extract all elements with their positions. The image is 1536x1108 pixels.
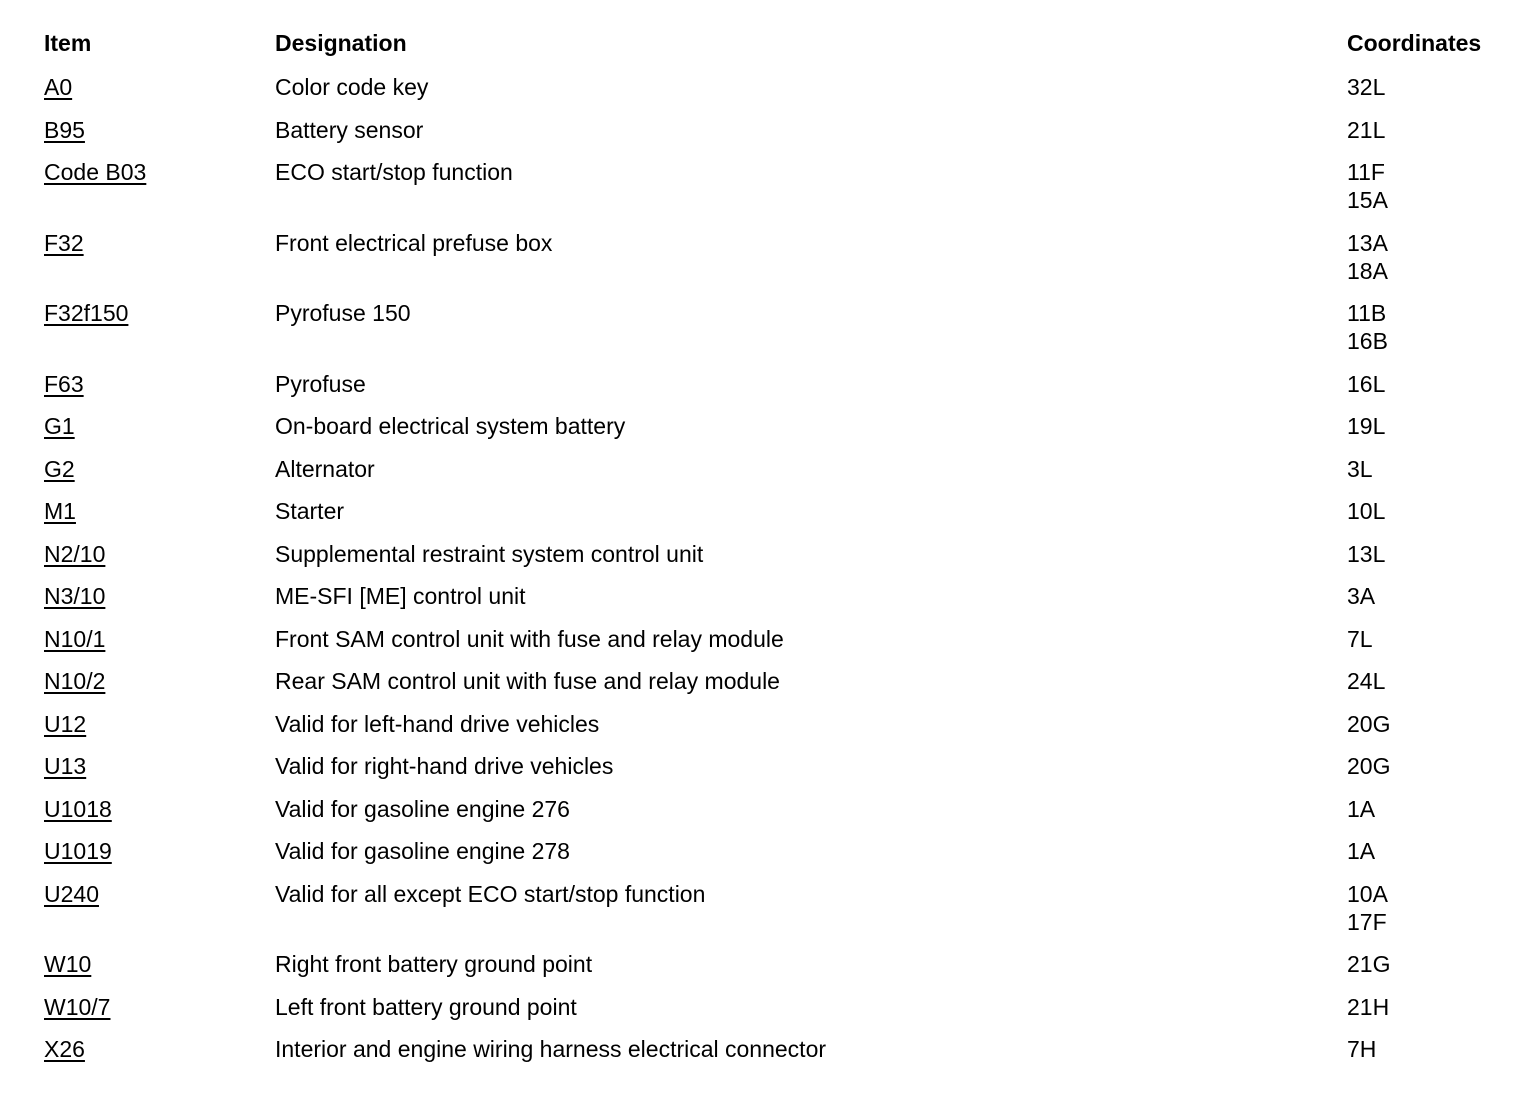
coordinates-cell [1347, 667, 1536, 695]
coordinates-cell [1347, 299, 1536, 355]
item-link[interactable]: B95 [44, 116, 85, 143]
designation-text: Pyrofuse 150 [275, 300, 411, 326]
designation-text: Valid for gasoline engine 278 [275, 838, 570, 864]
item-link[interactable]: N3/10 [44, 583, 106, 609]
coordinates-cell [1347, 795, 1536, 823]
item-link[interactable]: U240 [44, 880, 99, 907]
coordinate-value: 11F [1347, 159, 1385, 185]
table-row [0, 752, 1536, 795]
coordinate-value: 10L [1347, 498, 1386, 524]
designation-text: Front SAM control unit with fuse and relay module [275, 625, 784, 652]
item-link[interactable]: G1 [44, 413, 75, 439]
table-row [0, 837, 1536, 880]
table-row [0, 229, 1536, 300]
designation-text: ME-SFI [ME] control unit [275, 583, 526, 609]
designation-text: ECO start/stop function [275, 159, 513, 185]
coordinate-value: 17F [1347, 908, 1387, 935]
coordinate-value: 18A [1347, 257, 1388, 284]
item-link[interactable]: N10/2 [44, 668, 106, 694]
coordinate-value: 20G [1347, 753, 1391, 779]
coordinate-value: 13L [1347, 540, 1386, 567]
designation-text: Alternator [275, 455, 375, 482]
designation-text: On-board electrical system battery [275, 413, 626, 439]
coordinate-value: 21H [1347, 993, 1390, 1020]
table-row [0, 950, 1536, 993]
designation-text: Valid for gasoline engine 276 [275, 795, 570, 822]
header-designation: Designation [275, 30, 407, 56]
designation-text: Supplemental restraint system control unit [275, 540, 704, 567]
coordinate-value: 7L [1347, 625, 1373, 652]
designation-text: Left front battery ground point [275, 993, 577, 1020]
coordinates-cell [1347, 116, 1536, 144]
coordinates-cell [1347, 752, 1536, 780]
table-row [0, 993, 1536, 1036]
designation-text: Pyrofuse [275, 370, 366, 397]
table-row [0, 497, 1536, 540]
designation-text: Starter [275, 498, 345, 524]
coordinates-cell [1347, 950, 1536, 978]
coordinate-value: 3A [1347, 583, 1376, 609]
coordinates-cell [1347, 1035, 1536, 1063]
coordinates-cell [1347, 497, 1536, 525]
item-link[interactable]: X26 [44, 1036, 85, 1062]
table-row [0, 710, 1536, 753]
table-row [0, 116, 1536, 159]
item-link[interactable]: U13 [44, 753, 87, 779]
table-row [0, 73, 1536, 116]
table-row [0, 1035, 1536, 1078]
item-link[interactable]: F63 [44, 370, 84, 397]
designation-text: Color code key [275, 74, 429, 100]
component-list [0, 73, 1536, 1078]
coordinate-value: 21L [1347, 116, 1386, 143]
designation-text: Front electrical prefuse box [275, 229, 553, 256]
item-link[interactable]: W10 [44, 951, 92, 977]
table-row [0, 455, 1536, 498]
table-row [0, 299, 1536, 370]
designation-text: Valid for left-hand drive vehicles [275, 710, 600, 737]
coordinate-value: 21G [1347, 951, 1391, 977]
coordinate-value: 13A [1347, 229, 1388, 256]
coordinate-value: 10A [1347, 880, 1388, 907]
coordinate-value: 1A [1347, 795, 1376, 822]
coordinate-value: 1A [1347, 838, 1376, 864]
table-row [0, 795, 1536, 838]
table-row [0, 880, 1536, 951]
item-link[interactable]: U1018 [44, 795, 112, 822]
table-row [0, 582, 1536, 625]
item-link[interactable]: F32 [44, 229, 84, 256]
table-row [0, 158, 1536, 229]
coordinates-cell [1347, 73, 1536, 101]
designation-text: Right front battery ground point [275, 951, 593, 977]
coordinate-value: 3L [1347, 455, 1373, 482]
coordinate-value: 11B [1347, 300, 1387, 326]
designation-text: Rear SAM control unit with fuse and relay module [275, 668, 780, 694]
coordinate-value: 15A [1347, 187, 1388, 213]
item-link[interactable]: M1 [44, 498, 76, 524]
table-row [0, 370, 1536, 413]
coordinates-cell [1347, 412, 1536, 440]
item-link[interactable]: F32f150 [44, 300, 129, 326]
designation-text: Interior and engine wiring harness electrical connector [275, 1036, 827, 1062]
item-link[interactable]: G2 [44, 455, 75, 482]
table-row [0, 625, 1536, 668]
coordinate-value: 16L [1347, 370, 1386, 397]
table-header [0, 30, 1536, 64]
coordinate-value: 16B [1347, 328, 1388, 354]
header-item: Item [44, 30, 92, 56]
coordinates-cell [1347, 993, 1536, 1021]
coordinates-cell [1347, 880, 1536, 936]
table-row [0, 667, 1536, 710]
coordinates-cell [1347, 540, 1536, 568]
item-link[interactable]: U1019 [44, 838, 112, 864]
item-link[interactable]: N2/10 [44, 540, 106, 567]
header-coordinates: Coordinates [1347, 30, 1482, 56]
coordinate-value: 24L [1347, 668, 1386, 694]
item-link[interactable]: Code B03 [44, 159, 147, 185]
table-row [0, 540, 1536, 583]
item-link[interactable]: N10/1 [44, 625, 106, 652]
designation-text: Battery sensor [275, 116, 424, 143]
coordinates-cell [1347, 370, 1536, 398]
coordinates-cell [1347, 710, 1536, 738]
item-link[interactable]: W10/7 [44, 993, 111, 1020]
designation-text: Valid for all except ECO start/stop function [275, 880, 706, 907]
designation-text: Valid for right-hand drive vehicles [275, 753, 614, 779]
coordinates-cell [1347, 229, 1536, 285]
item-link[interactable]: U12 [44, 710, 87, 737]
coordinates-cell [1347, 455, 1536, 483]
coordinates-cell [1347, 625, 1536, 653]
coordinate-value: 20G [1347, 710, 1391, 737]
item-link[interactable]: A0 [44, 74, 73, 100]
coordinate-value: 7H [1347, 1036, 1377, 1062]
coordinates-cell [1347, 582, 1536, 610]
coordinates-cell [1347, 837, 1536, 865]
coordinates-cell [1347, 158, 1536, 214]
coordinate-value: 32L [1347, 74, 1386, 100]
coordinate-value: 19L [1347, 413, 1386, 439]
table-row [0, 412, 1536, 455]
